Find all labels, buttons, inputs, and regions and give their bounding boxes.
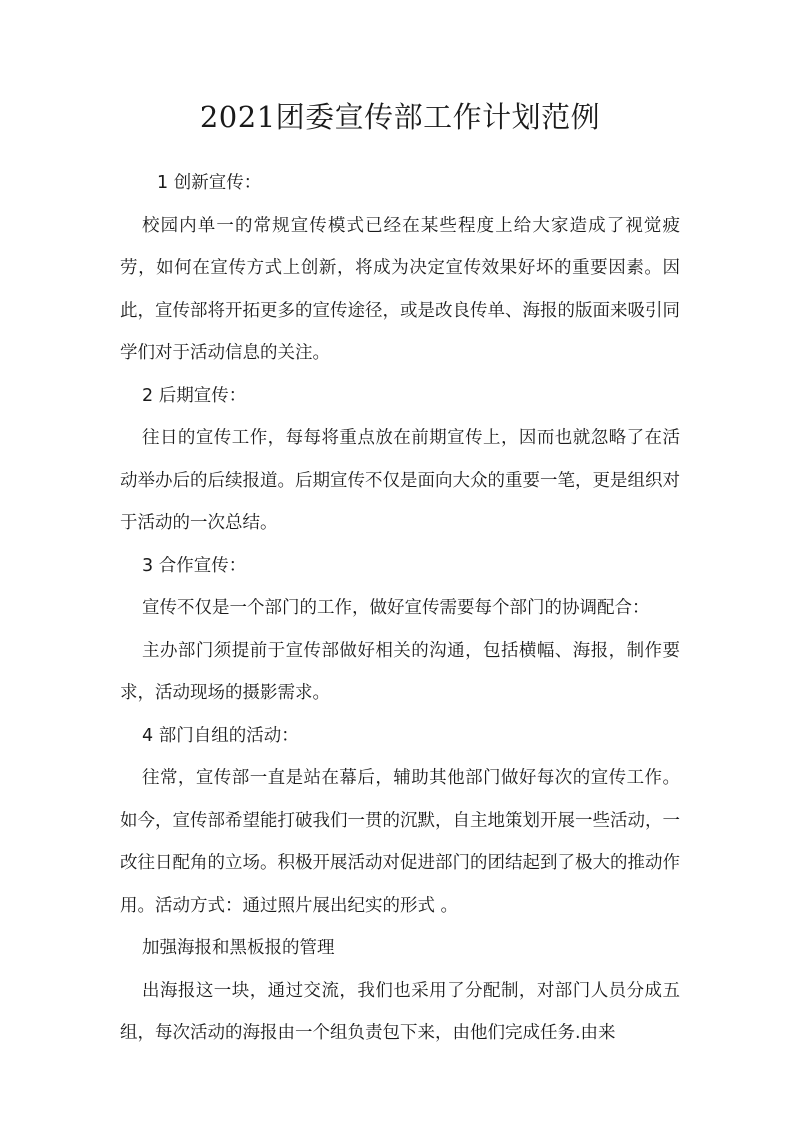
section-heading-5: 加强海报和黑板报的管理 (142, 938, 335, 958)
section-heading-3: 3 合作宣传： (142, 555, 247, 576)
paragraph: 宣传不仅是一个部门的工作，做好宣传需要每个部门的协调配合： (142, 598, 650, 618)
section-heading-1: 1 创新宣传： (157, 173, 262, 193)
document-title: 2021团委宣传部工作计划范例 (199, 100, 601, 134)
paragraph: 主办部门须提前于宣传部做好相关的沟通，包括横幅、海报，制作要求，活动现场的摄影需求。 (120, 640, 680, 703)
section-heading-4: 4 部门自组的活动： (142, 725, 299, 746)
section-heading-2: 2 后期宣传： (142, 385, 247, 406)
paragraph: 校园内单一的常规宣传模式已经在某些程度上给大家造成了视觉疲劳，如何在宣传方式上创新，将成为决定宣传效果好坏的重要因素。因此，宣传部将开拓更多的宣传途径，或是改良传单、海报的版面来吸引同学们对于活动信息的关注。 (120, 215, 680, 363)
paragraph: 往常，宣传部一直是站在幕后，辅助其他部门做好每次的宣传工作。如今，宣传部希望能打破我们一贯的沉默，自主地策划开展一些活动，一改往日配角的立场。积极开展活动对促进部门的团结起到了极大的推动作用。活动方式：通过照片展出纪实的形式 。 (120, 768, 680, 916)
paragraph: 出海报这一块，通过交流，我们也采用了分配制，对部门人员分成五组，每次活动的海报由一个组负责包下来，由他们完成任务.由来 (120, 980, 680, 1043)
document-body (120, 162, 680, 1055)
paragraph: 往日的宣传工作，每每将重点放在前期宣传上，因而也就忽略了在活动举办后的后续报道。后期宣传不仅是面向大众的重要一笔，更是组织对于活动的一次总结。 (120, 428, 680, 533)
